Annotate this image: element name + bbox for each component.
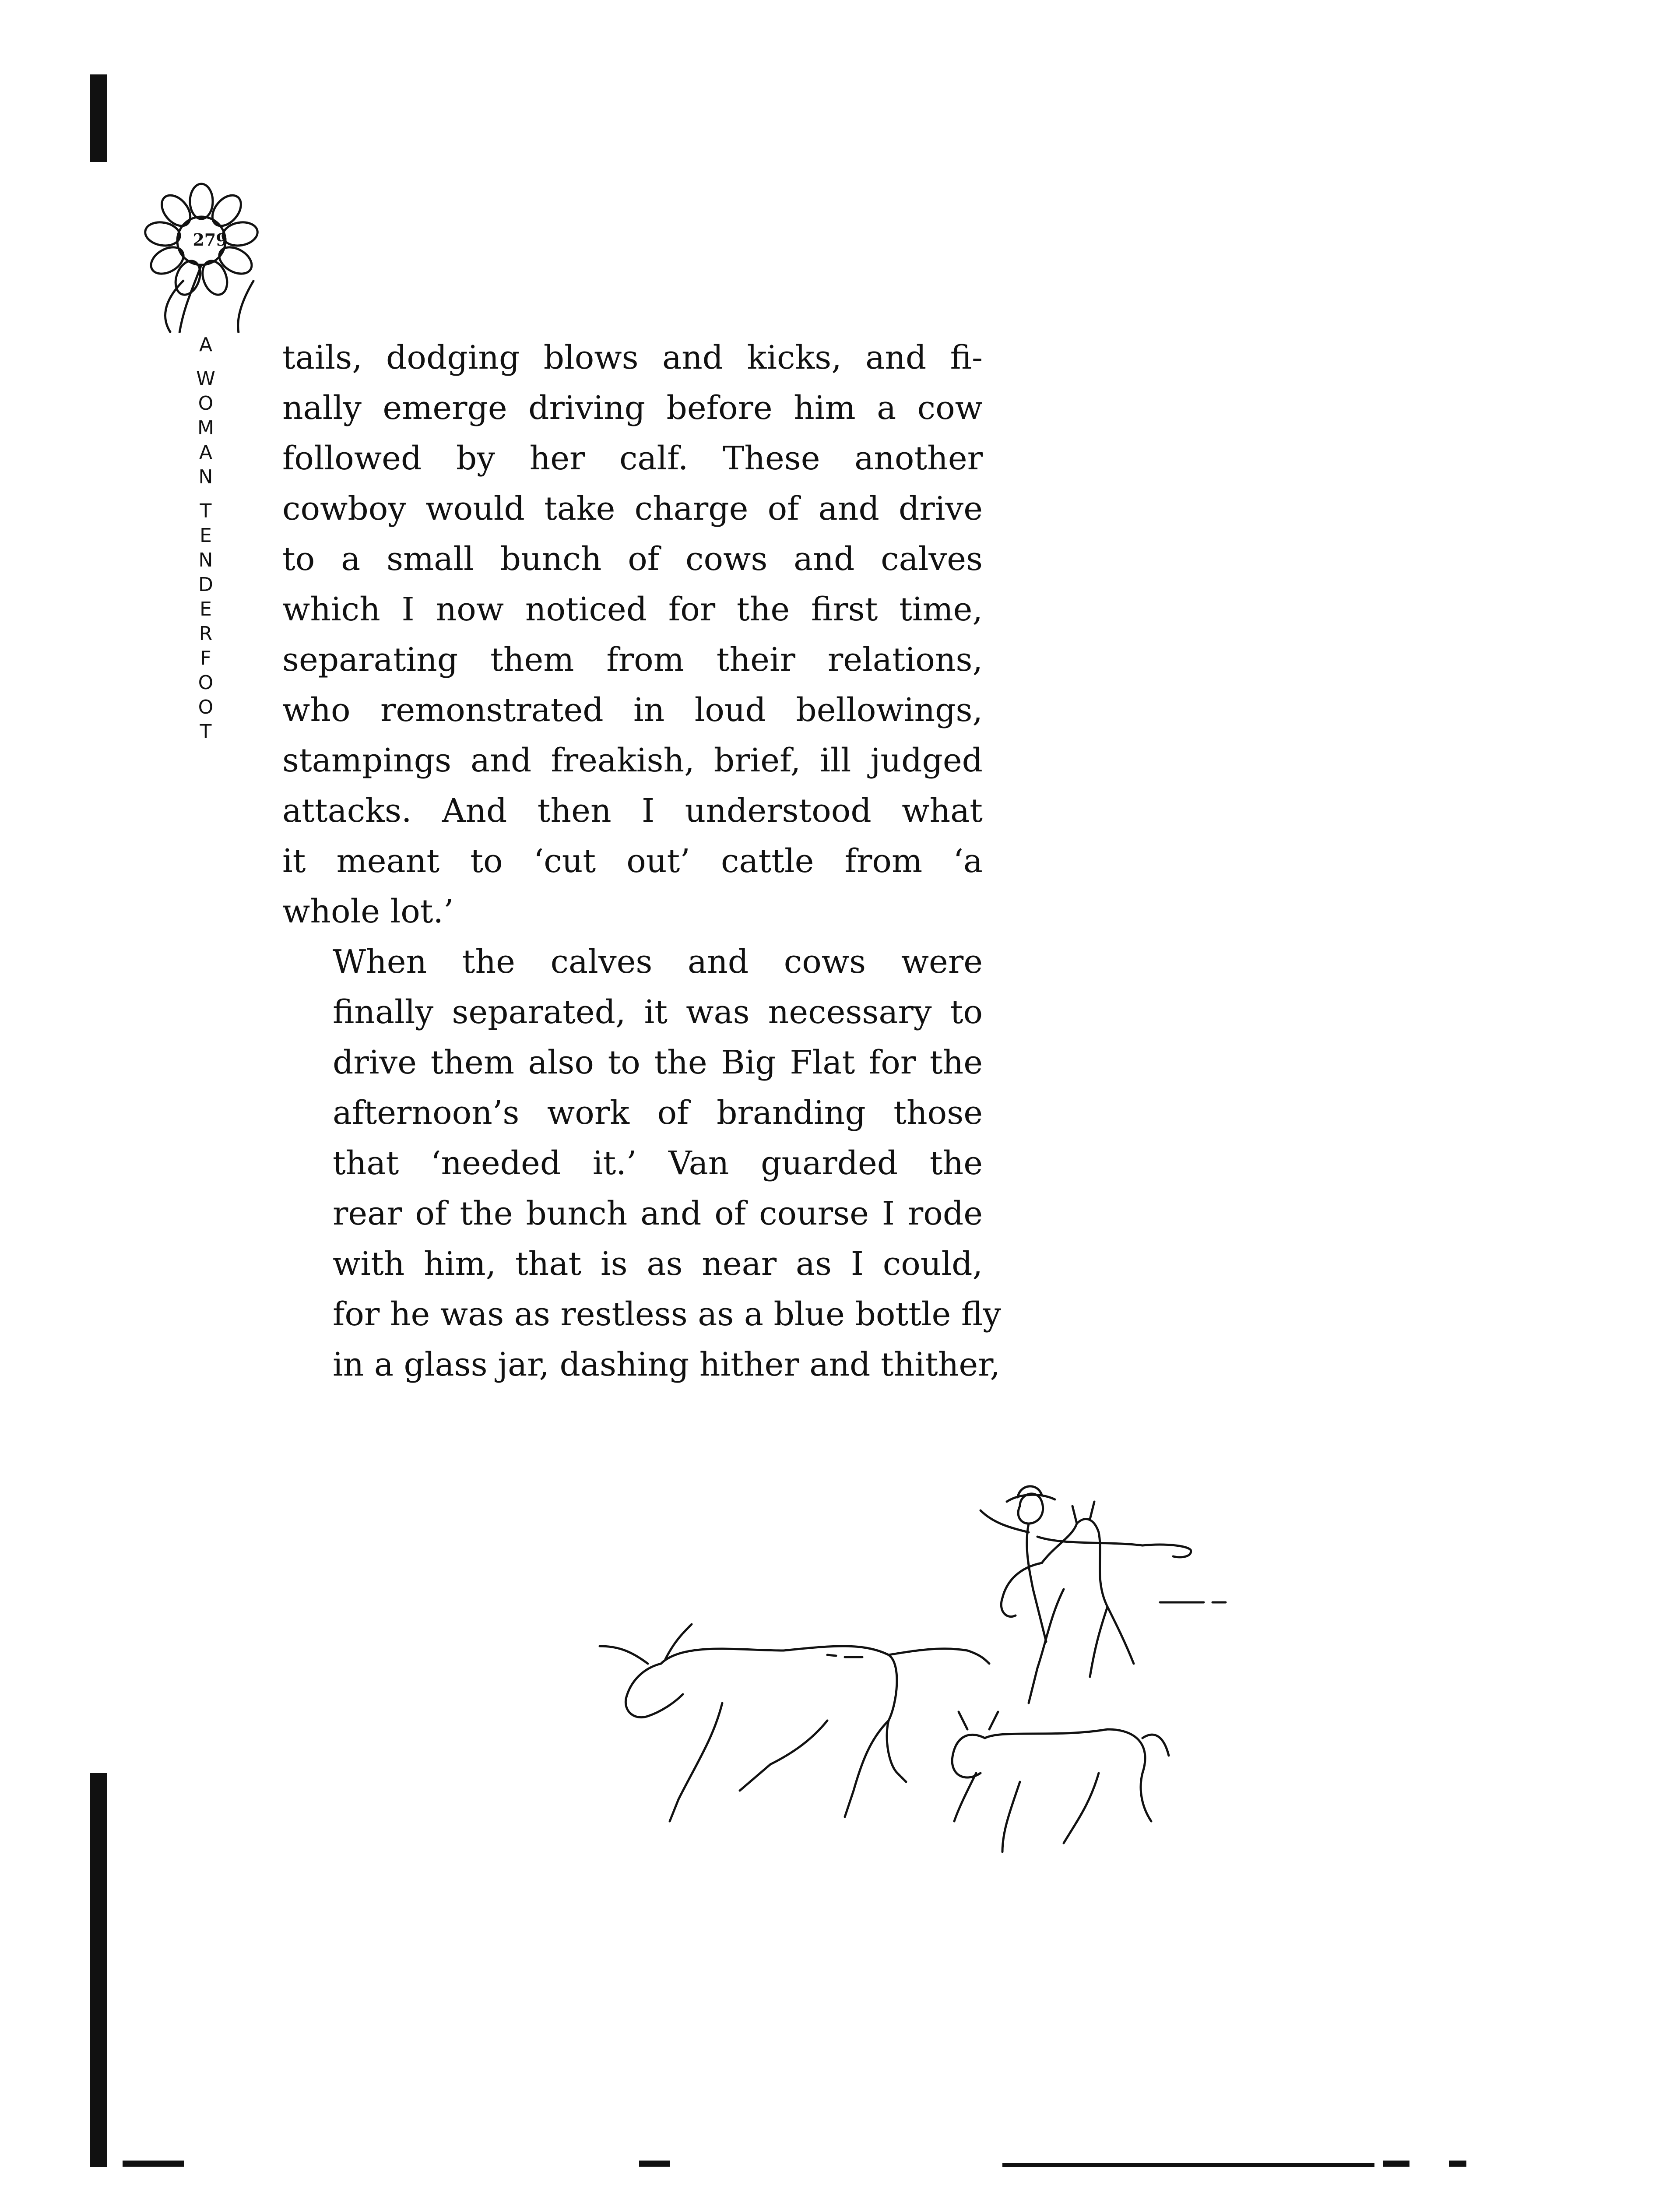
text-line: nally emerge driving before him a cow: [282, 389, 983, 427]
scan-rule-2: [639, 2161, 670, 2167]
rider-hat: [1007, 1486, 1055, 1502]
scan-rule-4: [1383, 2161, 1409, 2167]
scan-rule-1: [123, 2161, 184, 2167]
text-line: that ‘needed it.’ Van guarded the: [333, 1144, 983, 1182]
cowboy-cattle-illustration: [582, 1458, 1239, 1904]
scan-rule-5: [1449, 2161, 1466, 2167]
cow-head: [626, 1664, 683, 1717]
running-title-letter: N: [198, 466, 213, 488]
paragraph-1: [282, 333, 983, 937]
running-title-letter: W: [196, 368, 215, 390]
text-line: When the calves and cows were: [333, 943, 983, 981]
text-line: finally separated, it was necessary to: [333, 993, 983, 1031]
running-title-letter: N: [198, 549, 213, 571]
running-title-letter: A: [199, 441, 213, 464]
scan-edge-bottom: [90, 1773, 107, 2167]
running-title-letter: T: [200, 721, 212, 743]
scan-edge-top: [90, 74, 107, 162]
running-title-letter: F: [200, 647, 211, 669]
running-title-letter: T: [200, 500, 212, 522]
running-title-letter: A: [199, 334, 213, 356]
horse: [1029, 1502, 1134, 1703]
running-title-letter: O: [198, 392, 214, 415]
body-text: [282, 333, 1002, 1390]
text-line: in a glass jar, dashing hither and thither,: [333, 1346, 1000, 1383]
text-line: with him, that is as near as I could,: [333, 1245, 983, 1283]
text-line: attacks. And then I understood what: [282, 792, 983, 830]
running-title-letter: O: [198, 696, 214, 718]
text-line: afternoon’s work of branding those: [333, 1094, 983, 1132]
paragraph-2: [282, 937, 1002, 1390]
running-title-letter: M: [197, 417, 214, 439]
text-line: drive them also to the Big Flat for the: [333, 1044, 983, 1081]
text-line: it meant to ‘cut out’ cattle from ‘a: [282, 842, 983, 880]
text-line: stampings and freakish, brief, ill judged: [282, 742, 983, 779]
calf-tail: [1142, 1735, 1169, 1756]
text-line: rear of the bunch and of course I rode: [333, 1195, 983, 1232]
text-line: for he was as restless as a blue bottle fly: [333, 1295, 1002, 1333]
text-line: separating them from their relations,: [282, 641, 983, 679]
cow-tail: [889, 1649, 989, 1664]
horse-tail: [1001, 1563, 1042, 1617]
text-line: followed by her calf. These another: [282, 440, 983, 477]
text-line: who remonstrated in loud bellowings,: [282, 691, 983, 729]
running-title-letter: E: [200, 524, 212, 547]
cow-horns: [600, 1624, 692, 1664]
calf-body: [954, 1729, 1151, 1852]
running-title-letter: O: [198, 672, 214, 694]
scan-rule-3: [1002, 2163, 1374, 2167]
running-title: [193, 333, 219, 743]
text-line: cowboy would take charge of and drive: [282, 490, 983, 528]
running-title-letter: E: [200, 598, 212, 620]
text-line: to a small bunch of cows and calves: [282, 540, 983, 578]
flower-ornament-icon: [136, 175, 285, 333]
text-line: whole lot.’: [282, 893, 454, 930]
text-line: tails, dodging blows and kicks, and fi-: [282, 339, 983, 377]
lasso: [1142, 1545, 1191, 1557]
cow-body: [661, 1646, 906, 1821]
text-line: which I now noticed for the first time,: [282, 591, 983, 628]
running-title-letter: R: [199, 623, 213, 645]
rider: [981, 1494, 1142, 1642]
calf-head: [952, 1712, 998, 1777]
running-title-letter: D: [198, 574, 213, 596]
page-number: 279: [193, 230, 228, 250]
ground-dashes: [827, 1602, 1226, 1657]
